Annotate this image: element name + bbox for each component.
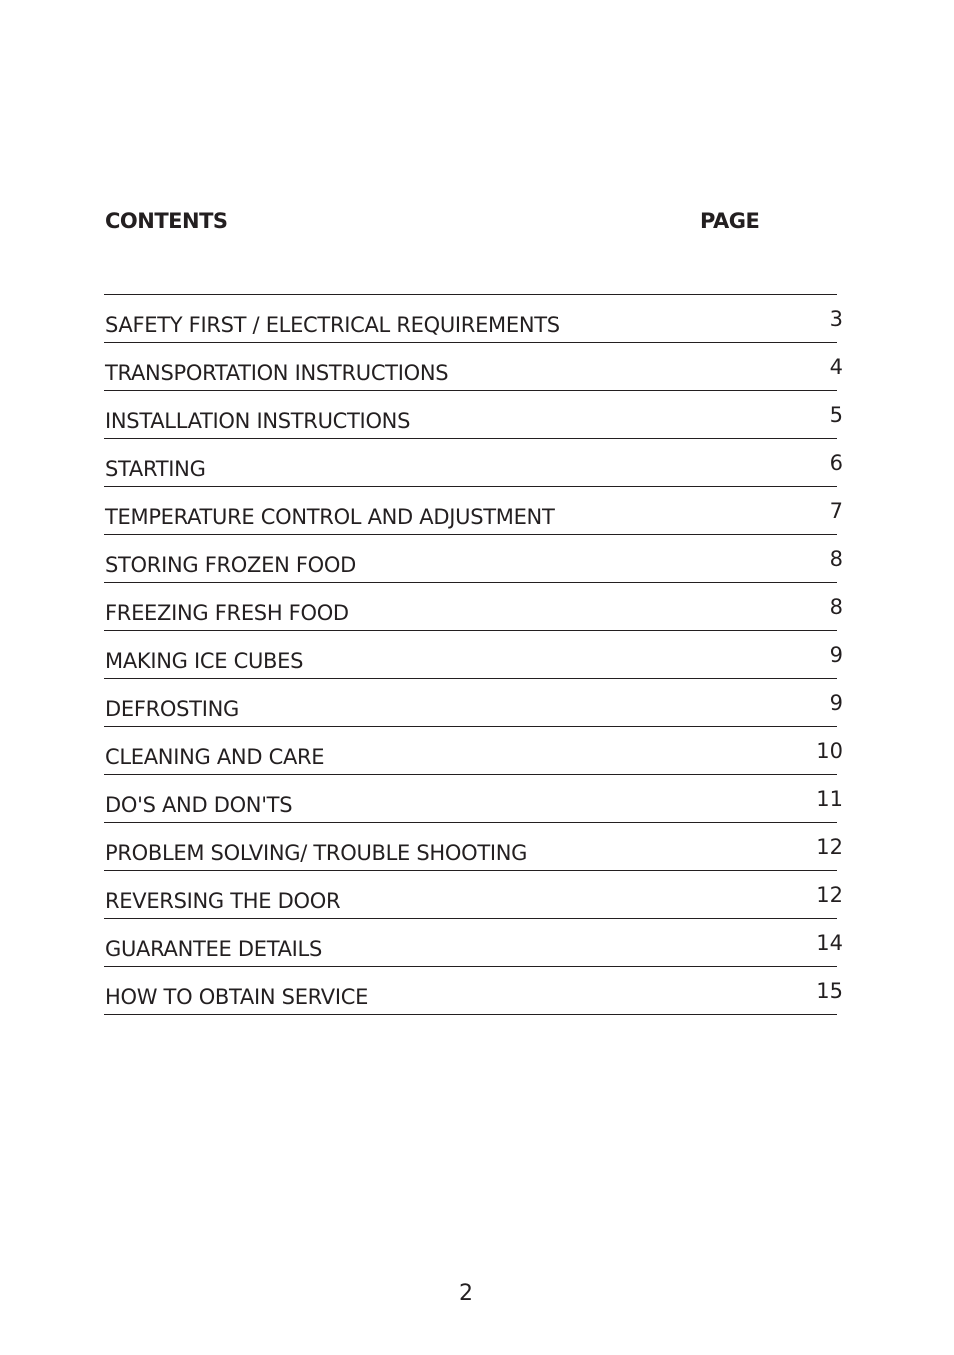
toc-title: TEMPERATURE CONTROL AND ADJUSTMENT xyxy=(105,505,555,529)
toc-title: DEFROSTING xyxy=(105,697,239,721)
toc-title: MAKING ICE CUBES xyxy=(105,649,304,673)
toc-row xyxy=(104,535,843,583)
toc-page: 9 xyxy=(829,691,843,715)
toc-page: 11 xyxy=(816,787,843,811)
toc-row xyxy=(104,967,843,1015)
toc-row xyxy=(104,391,843,439)
toc-page: 3 xyxy=(829,307,843,331)
toc-row xyxy=(104,343,843,391)
toc-row xyxy=(104,727,843,775)
toc-title: FREEZING FRESH FOOD xyxy=(105,601,349,625)
toc-row xyxy=(104,871,843,919)
toc-row xyxy=(104,487,843,535)
toc-row xyxy=(104,679,843,727)
toc-page: 14 xyxy=(816,931,843,955)
toc-page: 15 xyxy=(816,979,843,1003)
toc-page: 8 xyxy=(829,547,843,571)
toc-row xyxy=(104,823,843,871)
toc-page: 12 xyxy=(816,883,843,907)
toc-row xyxy=(104,439,843,487)
toc-title: CLEANING AND CARE xyxy=(105,745,325,769)
toc-title: DO'S AND DON'TS xyxy=(105,793,293,817)
toc-row xyxy=(104,583,843,631)
contents-heading: CONTENTS xyxy=(105,209,228,233)
toc-title: REVERSING THE DOOR xyxy=(105,889,341,913)
page-column-heading: PAGE xyxy=(700,209,760,233)
toc-title: INSTALLATION INSTRUCTIONS xyxy=(105,409,411,433)
toc-page: 7 xyxy=(829,499,843,523)
toc-row xyxy=(104,775,843,823)
toc-title: PROBLEM SOLVING/ TROUBLE SHOOTING xyxy=(105,841,528,865)
toc-page: 10 xyxy=(816,739,843,763)
page-number: 2 xyxy=(459,1281,473,1306)
toc-title: GUARANTEE DETAILS xyxy=(105,937,322,961)
toc-title: STORING FROZEN FOOD xyxy=(105,553,356,577)
toc-page: 9 xyxy=(829,643,843,667)
table-of-contents xyxy=(104,294,843,1015)
toc-row xyxy=(104,295,843,343)
toc-page: 8 xyxy=(829,595,843,619)
toc-page: 6 xyxy=(829,451,843,475)
toc-title: HOW TO OBTAIN SERVICE xyxy=(105,985,369,1009)
toc-title: STARTING xyxy=(105,457,206,481)
toc-title: TRANSPORTATION INSTRUCTIONS xyxy=(105,361,449,385)
toc-row xyxy=(104,631,843,679)
toc-page: 4 xyxy=(829,355,843,379)
toc-title: SAFETY FIRST / ELECTRICAL REQUIREMENTS xyxy=(105,313,560,337)
toc-page: 5 xyxy=(829,403,843,427)
toc-row xyxy=(104,919,843,967)
toc-page: 12 xyxy=(816,835,843,859)
